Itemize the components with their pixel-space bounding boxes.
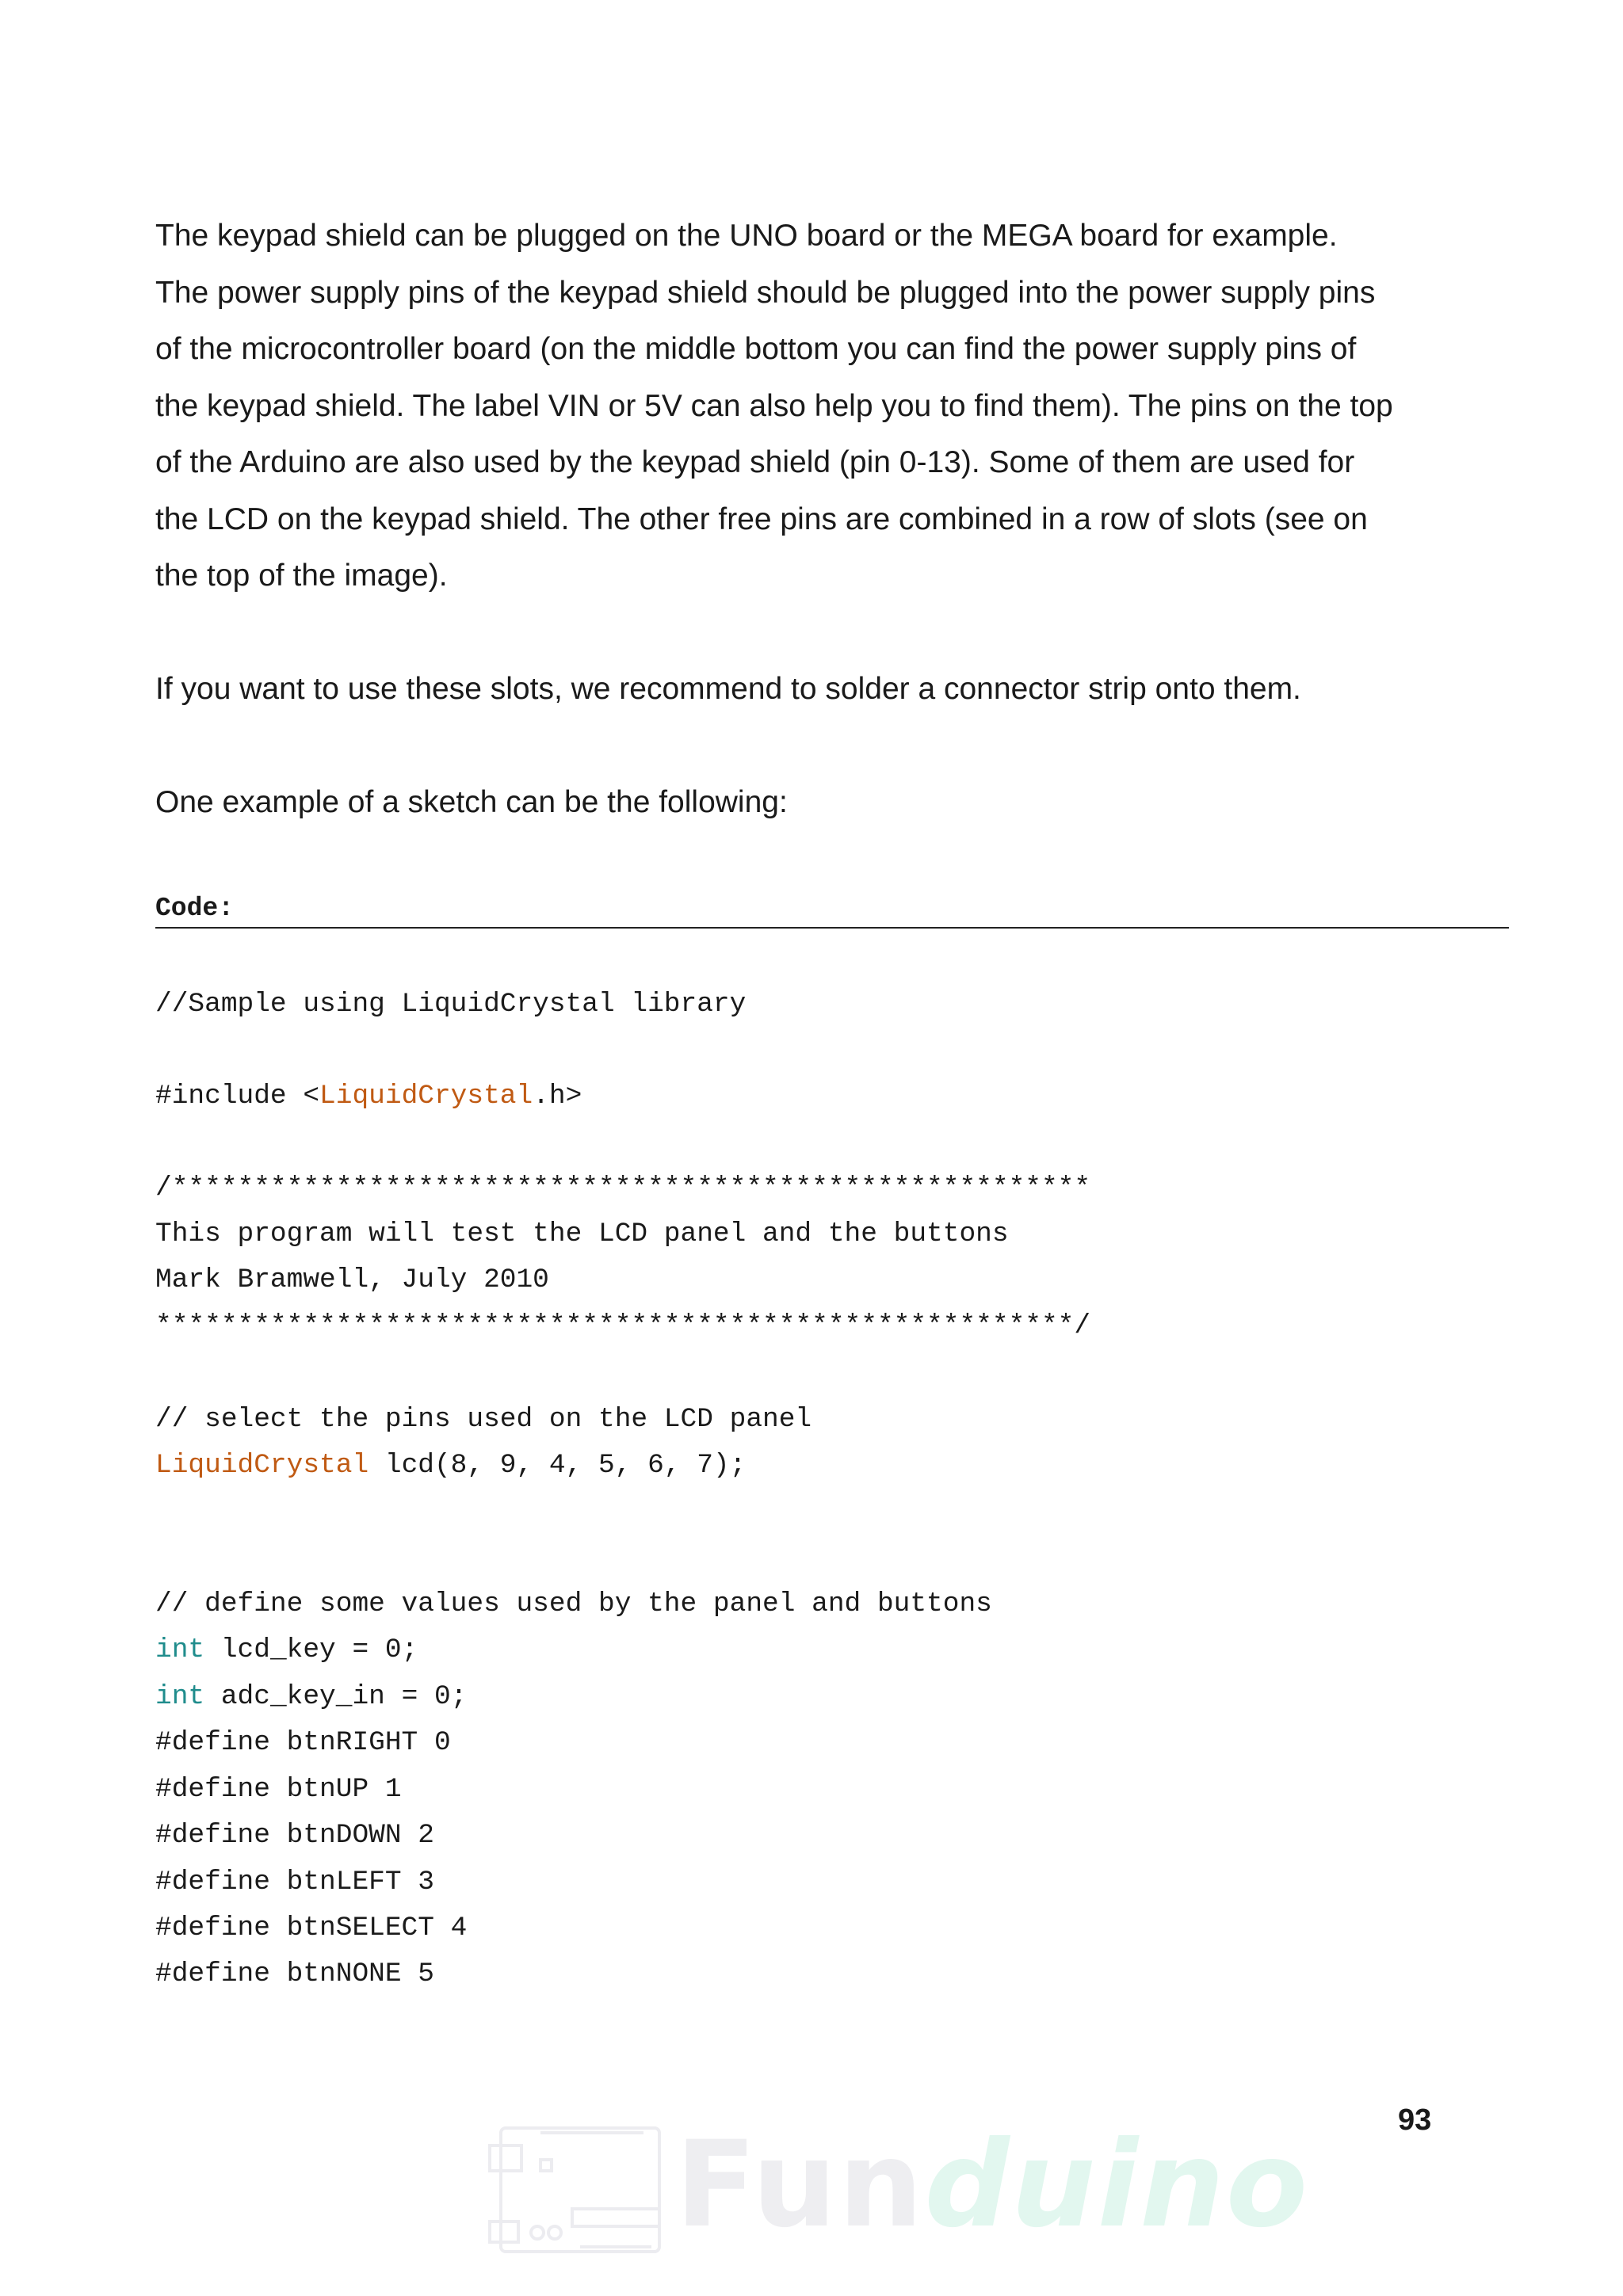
code-line-block-comment-2: Mark Bramwell, July 2010 — [155, 1264, 549, 1295]
lcd-constructor: lcd(8, 9, 4, 5, 6, 7); — [369, 1450, 747, 1481]
include-suffix: .h> — [533, 1081, 582, 1112]
code-line-comment-select-pins: // select the pins used on the LCD panel — [155, 1404, 812, 1435]
code-line-block-comment-1: This program will test the LCD panel and the buttons — [155, 1219, 1009, 1249]
code-line-adc-key — [155, 1681, 467, 1712]
code-line-define-left: #define btnLEFT 3 — [155, 1867, 434, 1897]
code-line-lcd-decl — [155, 1450, 746, 1481]
text-line: of the Arduino are also used by the keypad shield (pin 0-13). Some of them are used for — [155, 445, 1355, 479]
code-line-block-comment-close: ********************************************************/ — [155, 1310, 1091, 1341]
code-line-define-none: #define btnNONE 5 — [155, 1958, 434, 1989]
code-heading — [155, 895, 1509, 929]
adc-key-decl: adc_key_in = 0; — [204, 1681, 468, 1712]
text-line: of the microcontroller board (on the middle bottom you can find the power supply pins of — [155, 332, 1357, 366]
text-line: the keypad shield. The label VIN or 5V can also help you to find them). The pins on the top — [155, 388, 1393, 423]
code-line-define-down: #define btnDOWN 2 — [155, 1820, 434, 1851]
code-line-define-select: #define btnSELECT 4 — [155, 1913, 468, 1943]
include-class-name: LiquidCrystal — [319, 1081, 533, 1112]
code-line-lcd-key — [155, 1634, 418, 1665]
code-line-block-comment-open: /******************************************************** — [155, 1173, 1091, 1203]
page-number: 93 — [1398, 2103, 1432, 2137]
code-heading-label: Code: — [155, 894, 235, 923]
text-line: The power supply pins of the keypad shield should be plugged into the power supply pins — [155, 275, 1376, 310]
code-line-comment-define-values: // define some values used by the panel and buttons — [155, 1589, 992, 1619]
int-keyword: int — [155, 1634, 205, 1665]
include-prefix: #include < — [155, 1081, 320, 1112]
text-line: the LCD on the keypad shield. The other free pins are combined in a row of slots (see on — [155, 502, 1368, 536]
code-line-define-up: #define btnUP 1 — [155, 1774, 402, 1805]
arduino-board-icon — [485, 2122, 675, 2256]
lcd-key-decl: lcd_key = 0; — [204, 1634, 418, 1665]
int-keyword: int — [155, 1681, 205, 1712]
text-line: The keypad shield can be plugged on the UNO board or the MEGA board for example. — [155, 219, 1338, 253]
watermark-fun: Fun — [675, 2116, 925, 2254]
text-line: the top of the image). — [155, 559, 448, 593]
code-line-define-right: #define btnRIGHT 0 — [155, 1727, 451, 1758]
code-line-comment-sample: //Sample using LiquidCrystal library — [155, 989, 747, 1020]
funduino-watermark — [485, 2114, 1309, 2256]
paragraph-sketch-intro: One example of a sketch can be the following: — [155, 785, 788, 819]
lcd-class-name: LiquidCrystal — [155, 1450, 369, 1481]
paragraph-slots: If you want to use these slots, we recommend to solder a connector strip onto them. — [155, 672, 1301, 706]
code-line-include — [155, 1081, 582, 1112]
watermark-wordmark — [675, 2114, 1309, 2256]
watermark-duino: duino — [924, 2116, 1309, 2254]
